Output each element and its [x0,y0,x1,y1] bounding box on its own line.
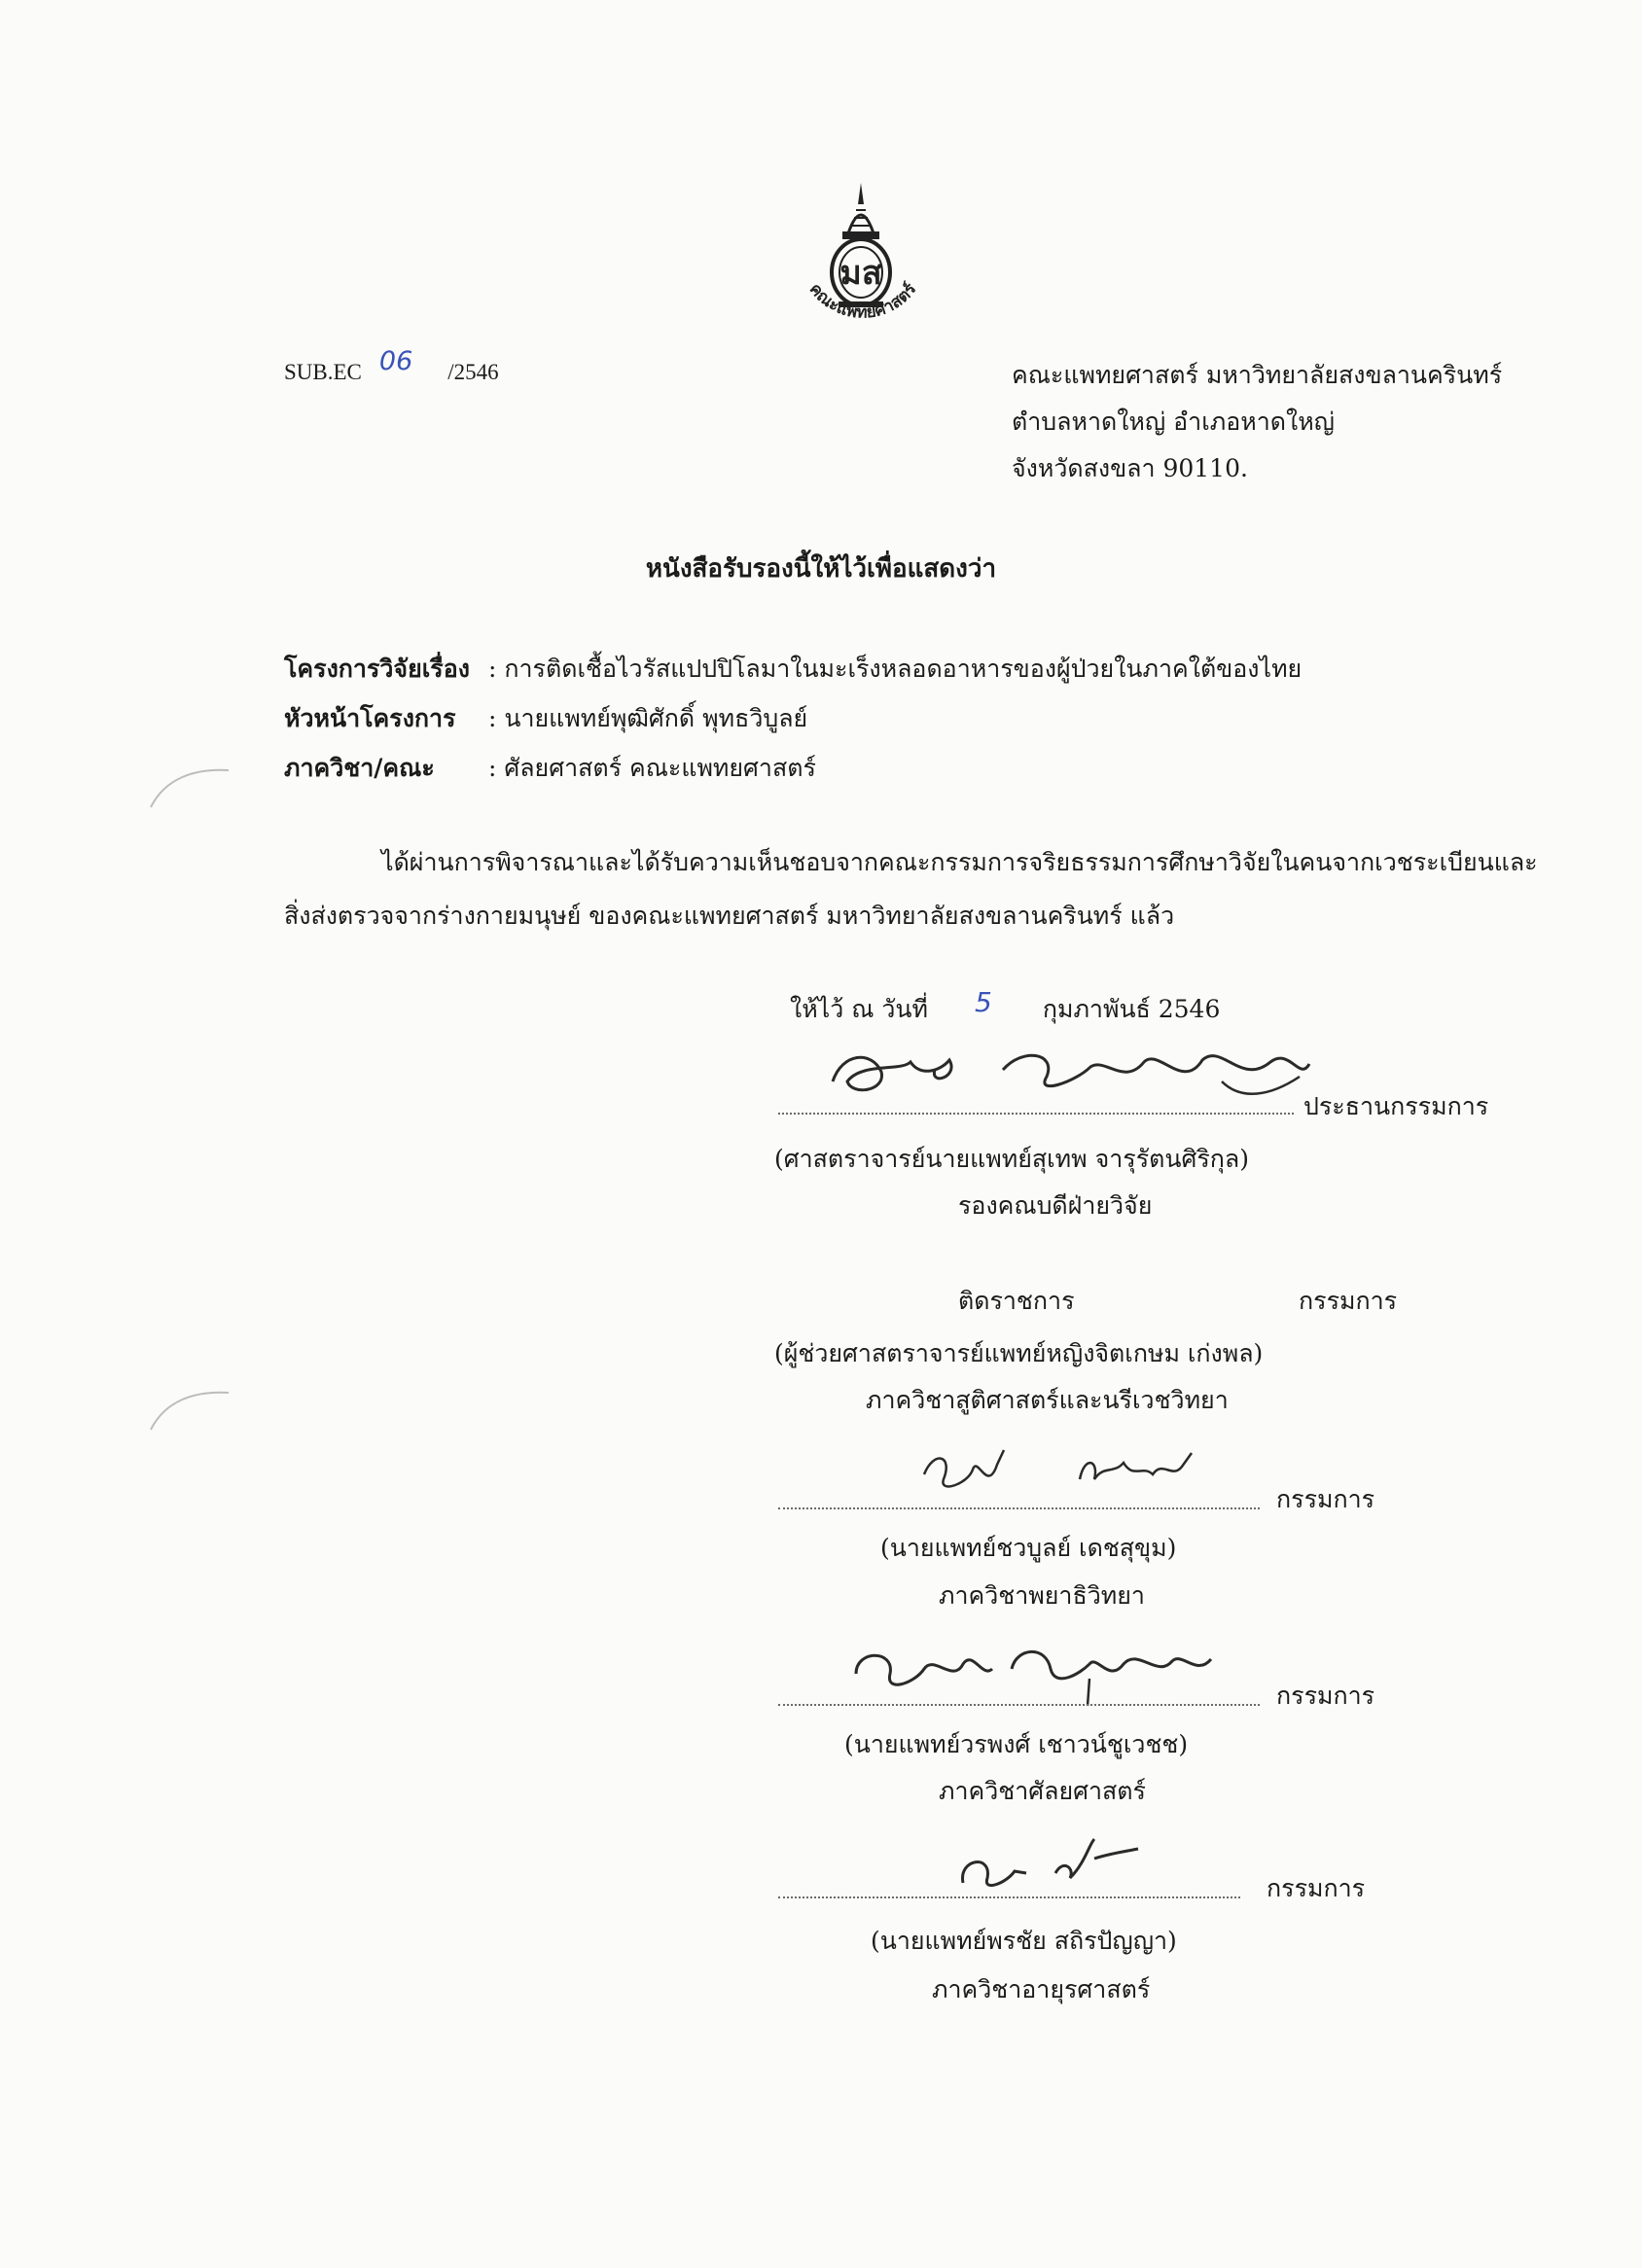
row-label: ภาควิชา/คณะ [284,754,435,782]
scan-mark [146,1381,233,1439]
ref-number-handwritten: 06 [378,346,413,376]
ref-prefix: SUB.EC [284,360,362,384]
signatory-role: กรรมการ [1299,1287,1398,1315]
date-day-handwritten: 5 [975,986,992,1018]
date-prefix: ให้ไว้ ณ วันที่ [790,995,928,1023]
address-line: จังหวัดสงขลา 90110. [1012,454,1248,482]
signatory-role: กรรมการ [1267,1874,1366,1902]
signatory-name: (นายแพทย์วรพงศ์ เชาวน์ชูเวชช) [844,1730,1189,1758]
signature-member [846,1640,1255,1712]
signatory-role: กรรมการ [1276,1485,1375,1513]
reference-number [284,346,499,386]
body-line-2: สิ่งส่งตรวจจากร่างกายมนุษย์ ของคณะแพทยศาสตร์ มหาวิทยาลัยสงขลานครินทร์ แล้ว [284,902,1175,930]
signature-line [778,1113,1294,1115]
signatory-name: (ศาสตราจารย์นายแพทย์สุเทพ จารุรัตนศิริกุล) [774,1145,1249,1173]
ref-suffix: /2546 [447,360,499,384]
signatory-position: ภาควิชาพยาธิวิทยา [939,1581,1145,1610]
date-line [790,986,1221,1029]
row-label: หัวหน้าโครงการ [284,704,456,732]
signatory-position: ภาควิชาสูติศาสตร์และนรีเวชวิทยา [866,1386,1229,1414]
signatory-status: ติดราชการ [958,1287,1075,1315]
signatory-name: (นายแพทย์พรชัย สถิรปัญญา) [871,1927,1177,1955]
row-label: โครงการวิจัยเรื่อง [284,655,470,683]
scan-mark [146,759,233,817]
signature-line [778,1507,1260,1509]
body-line-1: ได้ผ่านการพิจารณาและได้รับความเห็นชอบจากคณะกรรมการจริยธรรมการศึกษาวิจัยในคนจากเวชระเบียนและ [381,848,1538,876]
signature-line [778,1704,1260,1706]
signature-line [778,1896,1240,1898]
signatory-name: (ผู้ช่วยศาสตราจารย์แพทย์หญิงจิตเกษม เก่งพล) [774,1339,1264,1367]
project-lead-row [284,699,807,738]
department-row [284,749,816,788]
address-line: คณะแพทยศาสตร์ มหาวิทยาลัยสงขลานครินทร์ [1012,361,1503,389]
signatory-position: รองคณบดีฝ่ายวิจัย [958,1191,1153,1220]
project-title-row [284,650,1302,689]
signatory-position: ภาควิชาศัลยศาสตร์ [939,1777,1146,1805]
signatory-role: ประธานกรรมการ [1303,1092,1489,1120]
document-title: หนังสือรับรองนี้ให้ไว้เพื่อแสดงว่า [645,554,997,584]
row-value: : การติดเชื้อไวรัสแปปปิโลมาในมะเร็งหลอดอาหารของผู้ป่วยในภาคใต้ของไทย [488,655,1303,683]
logo-text: คณะแพทยศาสตร์ [804,279,921,323]
svg-text:มส: มส [839,254,882,293]
signatory-role: กรรมการ [1276,1682,1375,1710]
address-line: ตำบลหาดใหญ่ อำเภอหาดใหญ่ [1012,408,1335,436]
signatory-name: (นายแพทย์ชวบูลย์ เดชสุขุม) [880,1534,1177,1562]
row-value: : ศัลยศาสตร์ คณะแพทยศาสตร์ [488,754,816,782]
signature-member [914,1445,1206,1507]
date-month-year: กุมภาพันธ์ 2546 [1042,995,1221,1023]
signatory-position: ภาควิชาอายุรศาสตร์ [932,1975,1151,2003]
row-value: : นายแพทย์พุฒิศักดิ์ พุทธวิบูลย์ [488,704,808,732]
address-block [1012,352,1502,492]
faculty-logo [778,175,944,340]
signature-member [948,1834,1162,1906]
